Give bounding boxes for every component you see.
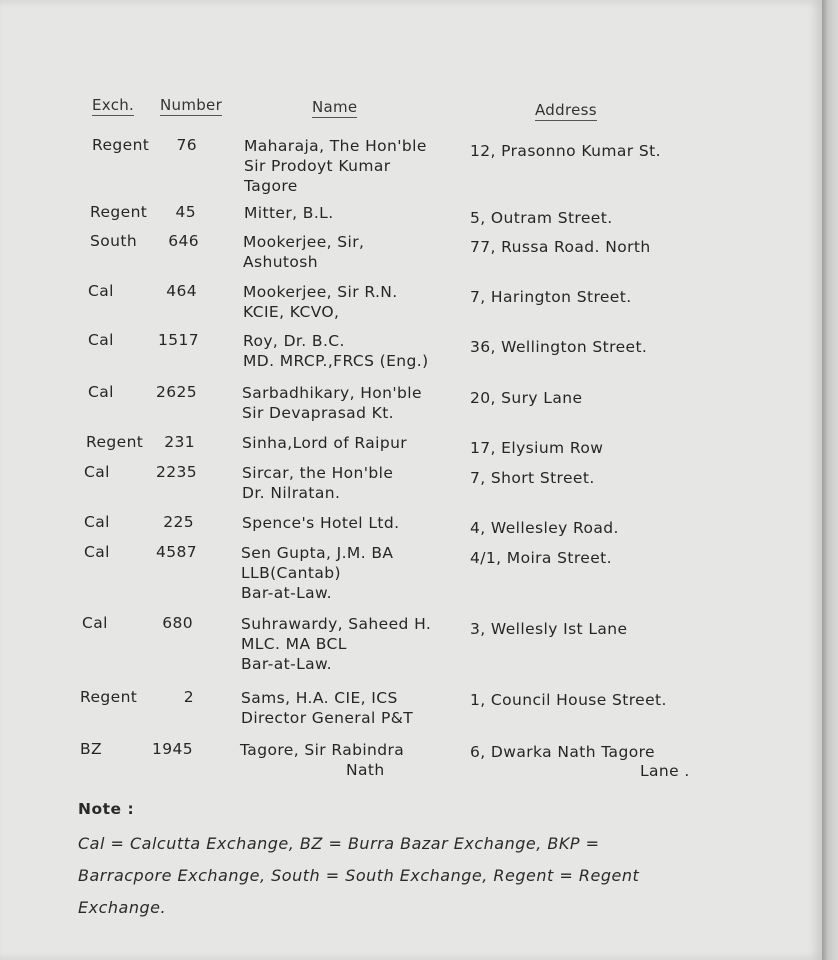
note-line: Barracpore Exchange, South = South Exchange, Regent = Regent — [78, 866, 640, 885]
number-cell: 2235 — [155, 463, 197, 481]
exchange-cell: Regent — [90, 203, 148, 221]
address-cell: 36, Wellington Street. — [470, 338, 648, 356]
exchange-cell: Regent — [92, 136, 150, 154]
name-line: Roy, Dr. B.C. — [243, 332, 345, 350]
address-cell: 77, Russa Road. North — [470, 238, 651, 256]
name-line: Sarbadhikary, Hon'ble — [242, 384, 422, 402]
header-name: Name — [312, 98, 358, 116]
name-cell — [241, 543, 393, 603]
name-line: Mitter, B.L. — [244, 204, 334, 222]
name-line: Director General P&T — [241, 709, 414, 727]
name-line: Suhrawardy, Saheed H. — [241, 615, 432, 633]
number-cell: 2 — [183, 688, 194, 706]
number-cell: 231 — [164, 433, 195, 451]
exchange-cell: Regent — [86, 433, 144, 451]
name-line: MLC. MA BCL — [241, 635, 347, 653]
note-title: Note : — [78, 800, 135, 818]
header-exch: Exch. — [92, 96, 135, 114]
address-cell: 12, Prasonno Kumar St. — [470, 142, 661, 160]
exchange-cell: Cal — [88, 383, 114, 401]
name-line: KCIE, KCVO, — [243, 303, 340, 321]
number-cell: 464 — [166, 282, 197, 300]
number-cell: 1517 — [157, 331, 199, 349]
name-cell — [244, 136, 427, 196]
address-cell: 17, Elysium Row — [470, 439, 604, 457]
name-line: Mookerjee, Sir, — [243, 233, 365, 251]
exchange-cell: Cal — [88, 282, 114, 300]
name-line: Ashutosh — [243, 253, 318, 271]
name-cell — [241, 614, 431, 674]
exchange-cell: Cal — [84, 513, 110, 531]
note-line: Exchange. — [78, 898, 167, 917]
address-cell: 3, Wellesly Ist Lane — [470, 620, 628, 638]
name-line: Bar-at-Law. — [241, 584, 332, 602]
name-line: Sir Devaprasad Kt. — [242, 404, 395, 422]
address-cell: 7, Harington Street. — [470, 288, 632, 306]
name-line: Sircar, the Hon'ble — [242, 464, 394, 482]
number-cell: 225 — [163, 513, 194, 531]
name-line: Dr. Nilratan. — [242, 484, 341, 502]
name-line: Sams, H.A. CIE, ICS — [241, 689, 398, 707]
exchange-cell: Cal — [84, 543, 110, 561]
name-cell — [242, 463, 393, 503]
number-cell: 45 — [175, 203, 196, 221]
address-cell: 6, Dwarka Nath Tagore — [470, 743, 655, 761]
name-line: Nath — [346, 761, 385, 779]
page-edge — [822, 0, 838, 960]
address-cell: 4, Wellesley Road. — [470, 519, 619, 537]
name-cell — [243, 331, 429, 371]
name-cell — [244, 203, 334, 223]
name-cell — [242, 513, 399, 533]
name-cell — [241, 688, 413, 728]
address-cell: 20, Sury Lane — [470, 389, 583, 407]
name-cell — [243, 282, 398, 322]
exchange-cell: Regent — [80, 688, 138, 706]
number-cell: 646 — [168, 232, 199, 250]
number-cell: 2625 — [155, 383, 197, 401]
name-line: Bar-at-Law. — [241, 655, 332, 673]
name-line: Maharaja, The Hon'ble — [244, 137, 427, 155]
address-cell: 7, Short Street. — [470, 469, 595, 487]
exchange-cell: BZ — [80, 740, 103, 758]
note-line: Cal = Calcutta Exchange, BZ = Burra Bazar Exchange, BKP = — [78, 834, 600, 853]
address-cell: 5, Outram Street. — [470, 209, 613, 227]
header-number: Number — [160, 96, 223, 114]
name-line: Sen Gupta, J.M. BA — [241, 544, 394, 562]
exchange-cell: Cal — [88, 331, 114, 349]
number-cell: 4587 — [155, 543, 197, 561]
exchange-cell: South — [90, 232, 138, 250]
address-cell: 1, Council House Street. — [470, 691, 667, 709]
name-cell — [242, 383, 422, 423]
address-cell-continued: Lane . — [640, 762, 690, 780]
name-cell — [242, 433, 407, 453]
name-line: LLB(Cantab) — [241, 564, 341, 582]
exchange-cell: Cal — [84, 463, 110, 481]
name-line: Sir Prodoyt Kumar — [244, 157, 391, 175]
exchange-cell: Cal — [82, 614, 108, 632]
address-cell: 4/1, Moira Street. — [470, 549, 612, 567]
name-line: Mookerjee, Sir R.N. — [243, 283, 398, 301]
number-cell: 1945 — [151, 740, 193, 758]
number-cell: 680 — [162, 614, 193, 632]
name-line: Tagore — [244, 177, 298, 195]
number-cell: 76 — [176, 136, 197, 154]
name-line: Spence's Hotel Ltd. — [242, 514, 400, 532]
name-line: Tagore, Sir Rabindra — [240, 741, 405, 759]
name-line: Sinha,Lord of Raipur — [242, 434, 408, 452]
name-line: MD. MRCP.,FRCS (Eng.) — [243, 352, 429, 370]
name-cell — [243, 232, 364, 272]
name-cell — [240, 740, 404, 780]
header-address: Address — [535, 101, 597, 119]
